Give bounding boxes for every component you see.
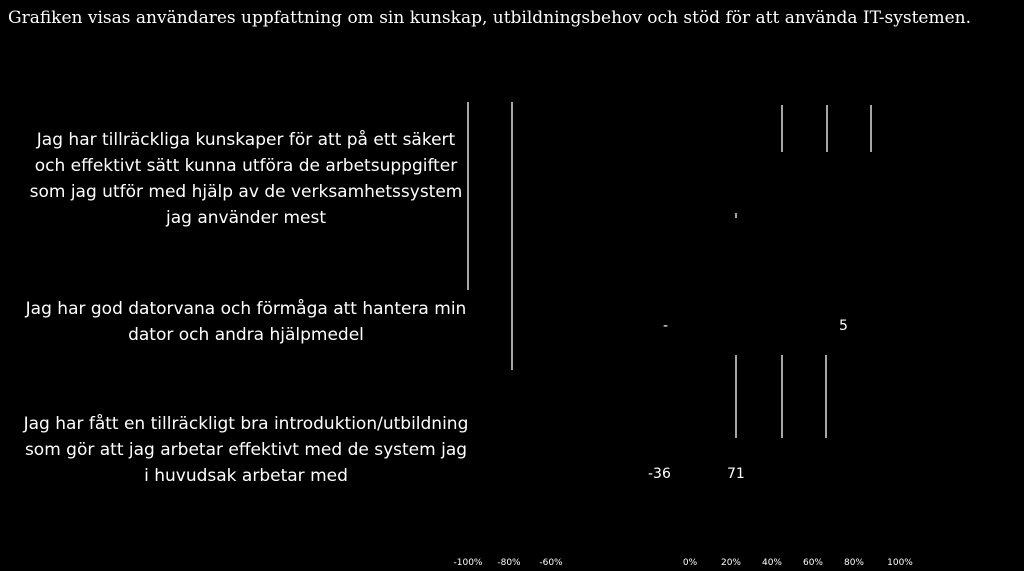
category-label-training: Jag har fått en tillräckligt bra introduktion/utbildning som gör att jag arbetar effektivt med de system jag i huvudsak arbetar med (23, 414, 469, 486)
category-label-knowledge: Jag har tillräckliga kunskaper för att på ett säkert och effektivt sätt kunna utföra de arbetsuppgifter som jag utför med hjälp av de verksamhetssystem jag använder mest (29, 130, 463, 228)
x-tick-label: 20% (720, 558, 742, 568)
value-label-positive-training: 71 (727, 466, 745, 482)
x-tick-label: 60% (802, 558, 824, 568)
value-label-positive-computer-skills: 5 (839, 318, 848, 334)
x-tick-label: -80% (497, 558, 521, 568)
x-tick-label: -60% (539, 558, 563, 568)
x-axis-tick-labels (454, 558, 914, 568)
x-tick-label: -100% (453, 558, 483, 568)
value-label-negative-computer-skills: - (663, 318, 669, 334)
chart-caption: Grafiken visas användares uppfattning om sin kunskap, utbildningsbehov och stöd för att använda IT-systemen. (8, 8, 971, 28)
x-tick-label: 80% (843, 558, 865, 568)
category-label-computer-skills: Jag har god datorvana och förmåga att hantera min dator och andra hjälpmedel (25, 299, 467, 345)
x-tick-label: 0% (682, 558, 698, 568)
x-tick-label: 100% (887, 558, 913, 568)
x-tick-label: 40% (761, 558, 783, 568)
chart-rule-lines (468, 102, 871, 438)
value-label-negative-training: -36 (648, 466, 671, 482)
